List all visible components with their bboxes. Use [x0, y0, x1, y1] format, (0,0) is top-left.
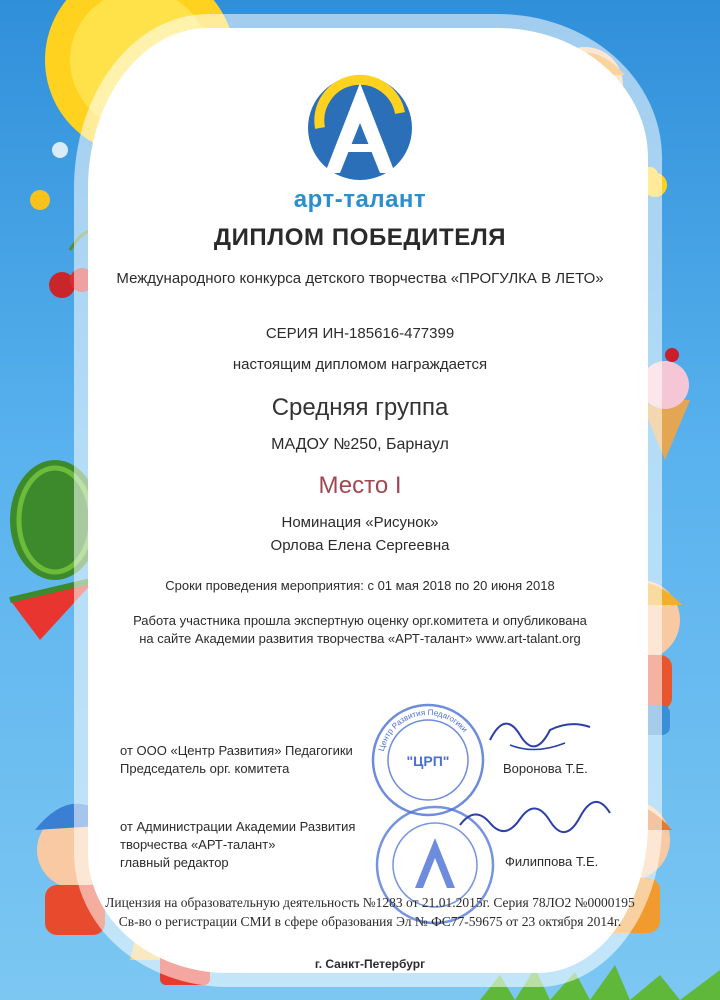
brand-name: арт-талант	[293, 186, 427, 213]
expert-line-2: на сайте Академии развития творчества «АРТ-талант» www.art-talant.org	[139, 631, 581, 646]
signature-voronova	[480, 705, 600, 765]
stamp-ring-text: Центр Развития Педагогики	[376, 707, 470, 753]
series-number: СЕРИЯ ИН-185616-477399	[265, 325, 455, 342]
sig2-org: от Администрации Академии Развития	[120, 819, 356, 834]
sig1-role: Председатель орг. комитета	[120, 761, 290, 776]
stamp-label: "ЦРП"	[406, 753, 450, 769]
expert-review-text	[115, 612, 605, 648]
dot-icon	[30, 190, 50, 210]
watermelon-icon	[10, 460, 100, 640]
expert-line-1: Работа участника прошла экспертную оценку орг.комитета и опубликована	[133, 613, 587, 628]
nomination: Номинация «Рисунок»	[281, 514, 439, 531]
signature-block-2	[120, 818, 355, 872]
organization: МАДОУ №250, Барнаул	[271, 436, 449, 453]
contest-name: Международного конкурса детского творчества «ПРОГУЛКА В ЛЕТО»	[116, 270, 604, 287]
license-text: Лицензия на образовательную деятельность №1283 от 21.01.2015г. Серия 78ЛО2 №0000195	[105, 895, 635, 910]
signature-block-1	[120, 742, 353, 778]
awarded-text: настоящим дипломом награждается	[232, 356, 488, 373]
art-talant-logo	[300, 68, 420, 188]
media-registration: Св-во о регистрации СМИ в сфере образования Эл № ФС77-59675 от 23 октября 2014г.	[118, 914, 622, 929]
sig1-org: от ООО «Центр Развития» Педагогики	[120, 743, 353, 758]
sig1-name: Воронова Т.Е.	[503, 761, 588, 776]
sig2-org-2: творчества «АРТ-талант»	[120, 837, 276, 852]
city: г. Санкт-Петербург	[314, 957, 426, 971]
signature-filippova	[455, 795, 615, 845]
event-dates: Сроки проведения мероприятия: с 01 мая 2018 по 20 июня 2018	[165, 578, 555, 593]
supervisor-name: Орлова Елена Сергеевна	[270, 537, 450, 554]
sig2-name: Филиппова Т.Е.	[505, 854, 599, 869]
recipient-group: Средняя группа	[271, 394, 449, 421]
diploma-title: ДИПЛОМ ПОБЕДИТЕЛЯ	[213, 224, 507, 251]
place: Место I	[318, 472, 402, 499]
sig2-role: главный редактор	[120, 855, 229, 870]
